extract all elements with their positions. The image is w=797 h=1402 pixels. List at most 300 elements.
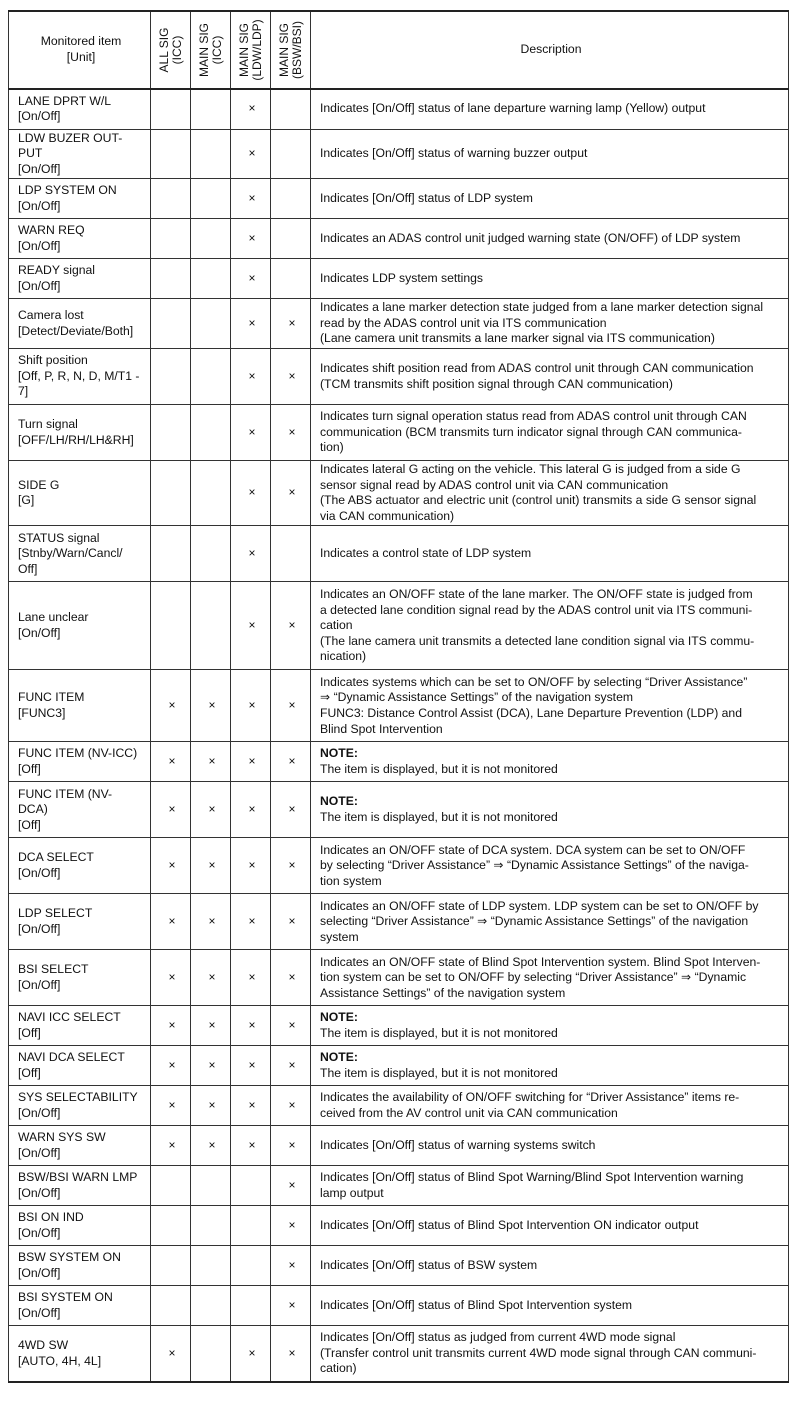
monitored-item-text: [Off, P, R, N, D, M/T1 - — [18, 368, 140, 383]
monitored-item-cell — [9, 299, 151, 349]
signal-cell — [191, 670, 231, 742]
check-mark: × — [288, 1258, 296, 1273]
signal-cell — [231, 1206, 271, 1246]
signal-cell — [151, 1286, 191, 1326]
description-text: The item is displayed, but it is not monitored — [320, 1065, 558, 1080]
header-main-sig-ldw-ldp-line1: MAIN SIG — [236, 23, 251, 78]
description-text: (Lane camera unit transmits a lane marker signal via ITS communication) — [320, 331, 715, 346]
table-row — [9, 1206, 789, 1246]
description-text: ceived from the AV control unit via CAN communication — [320, 1105, 618, 1120]
signal-cell — [191, 526, 231, 582]
description-cell — [311, 219, 789, 259]
description-text: Indicates turn signal operation status read from ADAS control unit through CAN — [320, 409, 747, 424]
signal-cell — [271, 1046, 311, 1086]
description-cell — [311, 179, 789, 219]
description-text: a detected lane condition signal read by the ADAS control unit via ITS communi- — [320, 602, 753, 617]
check-mark: × — [288, 618, 296, 633]
signal-cell — [271, 526, 311, 582]
signal-cell — [231, 89, 271, 129]
check-mark: × — [208, 1098, 216, 1113]
monitored-item-text: [G] — [18, 493, 35, 508]
description-cell — [311, 1286, 789, 1326]
signal-cell — [151, 526, 191, 582]
signal-cell — [271, 89, 311, 129]
signal-cell — [231, 670, 271, 742]
table-row — [9, 299, 789, 349]
description-text: The item is displayed, but it is not monitored — [320, 1025, 558, 1040]
signal-cell — [151, 405, 191, 461]
check-mark: × — [168, 1345, 176, 1360]
description-text: system — [320, 929, 359, 944]
monitored-item-text: STATUS signal — [18, 530, 100, 545]
description-text: Indicates a lane marker detection state judged from a lane marker detection signal — [320, 300, 764, 315]
monitored-item-cell — [9, 1166, 151, 1206]
signal-cell — [271, 405, 311, 461]
description-cell — [311, 582, 789, 670]
signal-cell — [271, 742, 311, 782]
monitored-item-cell — [9, 179, 151, 219]
monitored-item-cell — [9, 219, 151, 259]
monitored-item-text: 4WD SW — [18, 1338, 69, 1353]
signal-cell — [191, 782, 231, 838]
monitored-item-text: [On/Off] — [18, 109, 61, 124]
check-mark: × — [248, 754, 256, 769]
monitored-item-text: [On/Off] — [18, 625, 61, 640]
signal-cell — [231, 1166, 271, 1206]
signal-cell — [271, 299, 311, 349]
description-cell — [311, 1246, 789, 1286]
check-mark: × — [248, 146, 256, 161]
header-all-sig-icc-line2: (ICC) — [169, 35, 184, 65]
monitored-item-text: [On/Off] — [18, 1145, 61, 1160]
check-mark: × — [288, 970, 296, 985]
description-cell — [311, 405, 789, 461]
signal-cell — [271, 219, 311, 259]
description-text: via CAN communication) — [320, 508, 455, 523]
table-row — [9, 1326, 789, 1382]
monitored-item-cell — [9, 838, 151, 894]
check-mark: × — [208, 1058, 216, 1073]
note-label: NOTE: — [320, 1010, 358, 1025]
signal-cell — [271, 1286, 311, 1326]
check-mark: × — [208, 1138, 216, 1153]
monitored-item-text: [Detect/Deviate/Both] — [18, 323, 134, 338]
description-text: nication) — [320, 649, 367, 664]
signal-cell — [191, 1246, 231, 1286]
description-text: Indicates an ON/OFF state of Blind Spot Intervention system. Blind Spot Interven- — [320, 954, 761, 969]
description-text: ⇒ “Dynamic Assistance Settings” of the navigation system — [320, 690, 634, 705]
table-row — [9, 1046, 789, 1086]
monitored-item-cell — [9, 894, 151, 950]
signal-cell — [191, 1206, 231, 1246]
signal-cell — [191, 1046, 231, 1086]
check-mark: × — [248, 101, 256, 116]
signal-cell — [151, 1166, 191, 1206]
check-mark: × — [248, 1018, 256, 1033]
header-main-sig-icc — [191, 11, 231, 89]
signal-cell — [151, 179, 191, 219]
table-row — [9, 742, 789, 782]
description-cell — [311, 670, 789, 742]
signal-cell — [191, 349, 231, 405]
description-text: Indicates [On/Off] status of warning buzzer output — [320, 146, 588, 161]
signal-cell — [271, 782, 311, 838]
check-mark: × — [208, 754, 216, 769]
table-row — [9, 1166, 789, 1206]
description-text: read by the ADAS control unit via ITS communication — [320, 315, 607, 330]
table-row — [9, 259, 789, 299]
check-mark: × — [208, 914, 216, 929]
signal-cell — [231, 950, 271, 1006]
monitored-item-text: [AUTO, 4H, 4L] — [18, 1353, 102, 1368]
signal-cell — [271, 1166, 311, 1206]
monitored-item-text: LDW BUZER OUT- — [18, 130, 123, 145]
table-row — [9, 349, 789, 405]
description-text: Indicates [On/Off] status as judged from current 4WD mode signal — [320, 1330, 676, 1345]
description-cell — [311, 129, 789, 179]
monitored-item-text: Off] — [18, 561, 38, 576]
description-cell — [311, 894, 789, 950]
monitored-item-cell — [9, 950, 151, 1006]
signal-cell — [191, 299, 231, 349]
signal-cell — [191, 742, 231, 782]
signal-cell — [151, 219, 191, 259]
signal-cell — [151, 582, 191, 670]
header-monitored-item — [9, 11, 151, 89]
check-mark: × — [288, 1218, 296, 1233]
table-row — [9, 1286, 789, 1326]
header-main-sig-bsw-bsi-line2: (BSW/BSI) — [289, 20, 304, 80]
description-text: communication (BCM transmits turn indicator signal through CAN communica- — [320, 424, 742, 439]
check-mark: × — [248, 970, 256, 985]
monitored-item-cell — [9, 1246, 151, 1286]
table-row — [9, 782, 789, 838]
description-cell — [311, 89, 789, 129]
table-row — [9, 894, 789, 950]
description-text: Indicates systems which can be set to ON/OFF by selecting “Driver Assistance” — [320, 674, 748, 689]
header-main-sig-ldw-ldp — [231, 11, 271, 89]
signal-cell — [151, 1046, 191, 1086]
signal-cell — [271, 1086, 311, 1126]
signal-cell — [271, 1246, 311, 1286]
signal-cell — [231, 1246, 271, 1286]
monitored-item-cell — [9, 526, 151, 582]
check-mark: × — [208, 802, 216, 817]
table-row — [9, 129, 789, 179]
check-mark: × — [168, 754, 176, 769]
signal-cell — [231, 1086, 271, 1126]
monitored-item-cell — [9, 782, 151, 838]
monitored-item-text: LDP SELECT — [18, 906, 93, 921]
monitored-item-text: [Off] — [18, 1025, 41, 1040]
check-mark: × — [208, 698, 216, 713]
signal-cell — [231, 894, 271, 950]
table-row — [9, 179, 789, 219]
check-mark: × — [248, 858, 256, 873]
signal-cell — [191, 89, 231, 129]
signal-cell — [231, 742, 271, 782]
table-row — [9, 405, 789, 461]
monitored-item-cell — [9, 405, 151, 461]
monitored-item-text: 7] — [18, 384, 29, 399]
monitored-item-text: NAVI ICC SELECT — [18, 1010, 121, 1025]
monitored-item-cell — [9, 89, 151, 129]
description-cell — [311, 782, 789, 838]
signal-cell — [191, 1326, 231, 1382]
signal-cell — [151, 742, 191, 782]
table-row — [9, 838, 789, 894]
description-text: Indicates shift position read from ADAS control unit through CAN communication — [320, 360, 754, 375]
table-row — [9, 670, 789, 742]
monitored-item-cell — [9, 129, 151, 179]
monitored-item-cell — [9, 1206, 151, 1246]
signal-cell — [191, 219, 231, 259]
description-text: Indicates a control state of LDP system — [320, 546, 532, 561]
table-row — [9, 461, 789, 526]
signal-cell — [191, 179, 231, 219]
check-mark: × — [168, 1098, 176, 1113]
description-text: (The ABS actuator and electric unit (control unit) transmits a side G sensor signal — [320, 493, 757, 508]
monitored-item-cell — [9, 1326, 151, 1382]
monitored-item-cell — [9, 1046, 151, 1086]
signal-cell — [231, 349, 271, 405]
signal-cell — [231, 526, 271, 582]
signal-cell — [191, 838, 231, 894]
monitored-item-text: BSW/BSI WARN LMP — [18, 1170, 138, 1185]
signal-cell — [271, 1126, 311, 1166]
signal-cell — [151, 259, 191, 299]
description-cell — [311, 299, 789, 349]
description-text: Indicates LDP system settings — [320, 270, 484, 285]
monitored-item-text: LDP SYSTEM ON — [18, 183, 117, 198]
signal-cell — [231, 1046, 271, 1086]
check-mark: × — [248, 270, 256, 285]
signal-cell — [151, 349, 191, 405]
description-text: The item is displayed, but it is not monitored — [320, 761, 558, 776]
check-mark: × — [168, 1138, 176, 1153]
signal-cell — [151, 894, 191, 950]
monitored-item-text: Camera lost — [18, 308, 84, 323]
note-label: NOTE: — [320, 794, 358, 809]
signal-cell — [271, 461, 311, 526]
signal-cell — [151, 782, 191, 838]
check-mark: × — [288, 424, 296, 439]
monitored-item-text: [On/Off] — [18, 1265, 61, 1280]
monitored-item-text: DCA SELECT — [18, 850, 94, 865]
signal-cell — [231, 838, 271, 894]
monitored-item-cell — [9, 582, 151, 670]
description-text: (The lane camera unit transmits a detected lane condition signal via ITS commu- — [320, 633, 755, 648]
check-mark: × — [288, 315, 296, 330]
description-text: tion system can be set to ON/OFF by selecting “Driver Assistance” ⇒ “Dynamic — [320, 970, 747, 985]
signal-cell — [151, 1246, 191, 1286]
signal-cell — [151, 670, 191, 742]
monitored-item-cell — [9, 1006, 151, 1046]
signal-cell — [191, 1286, 231, 1326]
signal-cell — [271, 259, 311, 299]
header-unit-label: [Unit] — [66, 50, 96, 64]
signal-cell — [271, 179, 311, 219]
check-mark: × — [168, 858, 176, 873]
monitored-item-text: [Stnby/Warn/Cancl/ — [18, 546, 123, 561]
check-mark: × — [248, 315, 256, 330]
description-text: tion system — [320, 873, 382, 888]
monitored-item-text: [On/Off] — [18, 1105, 61, 1120]
description-text: The item is displayed, but it is not monitored — [320, 809, 558, 824]
description-text: Indicates lateral G acting on the vehicle. This lateral G is judged from a side G — [320, 462, 741, 477]
description-cell — [311, 1206, 789, 1246]
description-cell — [311, 461, 789, 526]
signal-cell — [151, 299, 191, 349]
check-mark: × — [248, 802, 256, 817]
check-mark: × — [168, 1018, 176, 1033]
monitored-item-text: BSW SYSTEM ON — [18, 1250, 121, 1265]
description-text: cation) — [320, 1361, 357, 1376]
monitored-item-cell — [9, 670, 151, 742]
monitored-item-text: SYS SELECTABILITY — [18, 1090, 138, 1105]
check-mark: × — [288, 1138, 296, 1153]
check-mark: × — [208, 1018, 216, 1033]
signal-cell — [231, 1126, 271, 1166]
description-text: Indicates [On/Off] status of Blind Spot Intervention ON indicator output — [320, 1218, 699, 1233]
signal-cell — [271, 1006, 311, 1046]
signal-cell — [151, 1086, 191, 1126]
signal-cell — [271, 129, 311, 179]
monitored-item-text: WARN SYS SW — [18, 1130, 106, 1145]
description-cell — [311, 349, 789, 405]
monitored-item-text: [On/Off] — [18, 865, 61, 880]
signal-cell — [231, 179, 271, 219]
table-row — [9, 1126, 789, 1166]
table-row — [9, 582, 789, 670]
monitored-item-text: WARN REQ — [18, 223, 85, 238]
signal-cell — [191, 894, 231, 950]
description-text: Indicates an ON/OFF state of DCA system. DCA system can be set to ON/OFF — [320, 842, 746, 857]
monitored-item-text: READY signal — [18, 263, 95, 278]
table-row — [9, 219, 789, 259]
note-label: NOTE: — [320, 746, 358, 761]
check-mark: × — [288, 1298, 296, 1313]
description-cell — [311, 1006, 789, 1046]
signal-cell — [231, 219, 271, 259]
check-mark: × — [248, 1345, 256, 1360]
check-mark: × — [248, 546, 256, 561]
monitored-item-text: [On/Off] — [18, 921, 61, 936]
check-mark: × — [248, 190, 256, 205]
monitored-item-text: FUNC ITEM — [18, 690, 85, 705]
monitored-item-text: [On/Off] — [18, 198, 61, 213]
description-text: Indicates [On/Off] status of LDP system — [320, 190, 533, 205]
monitored-item-text: [OFF/LH/RH/LH&RH] — [18, 432, 134, 447]
description-text: (TCM transmits shift position signal through CAN communication) — [320, 376, 673, 391]
check-mark: × — [288, 368, 296, 383]
monitored-item-text: BSI SYSTEM ON — [18, 1290, 113, 1305]
signal-cell — [191, 950, 231, 1006]
description-cell — [311, 1126, 789, 1166]
check-mark: × — [248, 1138, 256, 1153]
description-text: Indicates [On/Off] status of lane departure warning lamp (Yellow) output — [320, 101, 706, 116]
monitored-item-text: DCA) — [18, 802, 48, 817]
check-mark: × — [248, 914, 256, 929]
table-row — [9, 1006, 789, 1046]
header-main-sig-icc-line1: MAIN SIG — [196, 22, 211, 78]
signal-cell — [231, 259, 271, 299]
check-mark: × — [288, 1345, 296, 1360]
table-row — [9, 89, 789, 129]
monitored-item-text: Shift position — [18, 353, 88, 368]
check-mark: × — [168, 970, 176, 985]
signal-cell — [151, 838, 191, 894]
header-main-sig-icc-line2: (ICC) — [209, 35, 224, 65]
description-text: Indicates [On/Off] status of warning systems switch — [320, 1138, 596, 1153]
monitored-item-text: SIDE G — [18, 477, 60, 492]
check-mark: × — [248, 485, 256, 500]
description-text: cation — [320, 618, 353, 633]
description-text: by selecting “Driver Assistance” ⇒ “Dynamic Assistance Settings” of the naviga- — [320, 858, 749, 873]
description-cell — [311, 1166, 789, 1206]
signal-cell — [191, 129, 231, 179]
monitored-item-cell — [9, 259, 151, 299]
description-text: Indicates an ON/OFF state of LDP system. LDP system can be set to ON/OFF by — [320, 898, 759, 913]
table-row — [9, 950, 789, 1006]
description-text: FUNC3: Distance Control Assist (DCA), Lane Departure Prevention (LDP) and — [320, 705, 742, 720]
signal-cell — [191, 1086, 231, 1126]
check-mark: × — [288, 1058, 296, 1073]
check-mark: × — [208, 858, 216, 873]
monitor-item-table — [8, 10, 789, 1383]
signal-cell — [231, 1326, 271, 1382]
check-mark: × — [168, 914, 176, 929]
monitored-item-cell — [9, 461, 151, 526]
header-main-sig-ldw-ldp-line2: (LDW/LDP) — [249, 19, 264, 81]
signal-cell — [151, 1126, 191, 1166]
table-header-row — [9, 11, 789, 89]
monitored-item-cell — [9, 1086, 151, 1126]
monitored-item-text: [On/Off] — [18, 1185, 61, 1200]
signal-cell — [231, 299, 271, 349]
description-cell — [311, 1326, 789, 1382]
header-monitored-item-label: Monitored item — [40, 34, 122, 49]
monitored-item-text: Lane unclear — [18, 610, 89, 625]
monitored-item-cell — [9, 1126, 151, 1166]
description-cell — [311, 742, 789, 782]
description-cell — [311, 838, 789, 894]
table-row — [9, 1246, 789, 1286]
description-text: (Transfer control unit transmits current 4WD mode signal through CAN communi- — [320, 1345, 757, 1360]
signal-cell — [151, 129, 191, 179]
signal-cell — [191, 405, 231, 461]
signal-cell — [191, 259, 231, 299]
description-text: Indicates an ADAS control unit judged warning state (ON/OFF) of LDP system — [320, 230, 741, 245]
description-cell — [311, 950, 789, 1006]
check-mark: × — [288, 485, 296, 500]
check-mark: × — [288, 914, 296, 929]
check-mark: × — [168, 698, 176, 713]
check-mark: × — [288, 698, 296, 713]
header-all-sig-icc — [151, 11, 191, 89]
description-text: Indicates the availability of ON/OFF switching for “Driver Assistance” items re- — [320, 1090, 740, 1105]
monitored-item-text: [Off] — [18, 761, 41, 776]
table-row — [9, 1086, 789, 1126]
description-text: sensor signal read by ADAS control unit via CAN communication — [320, 477, 669, 492]
check-mark: × — [248, 618, 256, 633]
monitored-item-cell — [9, 1286, 151, 1326]
signal-cell — [271, 582, 311, 670]
description-text: selecting “Driver Assistance” ⇒ “Dynamic Assistance Settings” of the navigation — [320, 914, 749, 929]
monitored-item-text: FUNC ITEM (NV-ICC) — [18, 746, 138, 761]
check-mark: × — [168, 1058, 176, 1073]
description-text: lamp output — [320, 1185, 384, 1200]
